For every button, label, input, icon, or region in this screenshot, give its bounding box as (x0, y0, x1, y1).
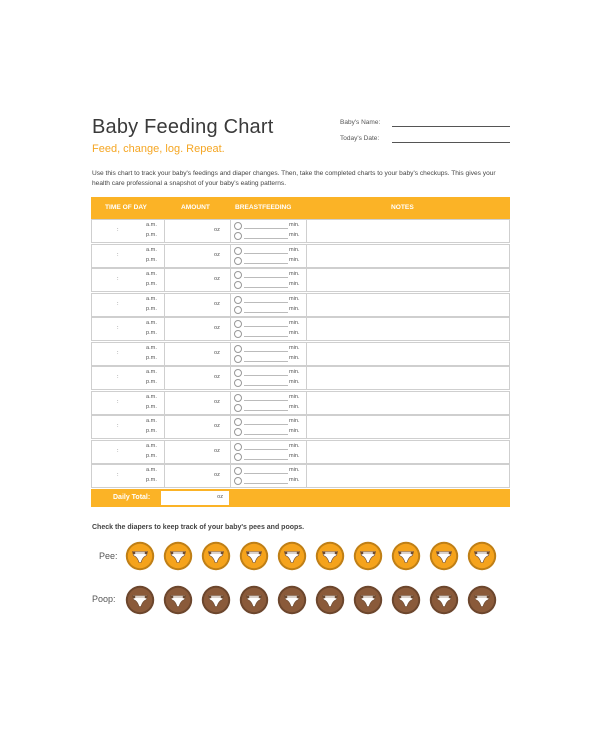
notes-field[interactable] (308, 246, 507, 266)
notes-field[interactable] (308, 466, 507, 486)
minutes-line (244, 238, 288, 239)
minutes-line (244, 277, 288, 278)
diaper-instruction: Check the diapers to keep track of your baby's pees and poops. (92, 524, 305, 531)
minutes-line (244, 385, 288, 386)
oz-label: oz (214, 227, 220, 233)
minutes-line (244, 375, 288, 376)
feeding-row (91, 366, 510, 390)
breast-side-circle[interactable] (234, 320, 242, 328)
pee-diaper-icon[interactable] (315, 541, 345, 571)
pm-label[interactable]: p.m. (146, 403, 157, 410)
pm-label[interactable]: p.m. (146, 477, 157, 483)
minutes-line (244, 302, 288, 303)
am-label[interactable]: a.m. (146, 222, 157, 228)
row-divider (306, 392, 307, 414)
minutes-line (244, 263, 288, 264)
min-label: min. (289, 379, 300, 385)
time-colon[interactable]: : (117, 447, 119, 454)
minutes-line (244, 287, 288, 288)
todays-date-line[interactable] (392, 142, 510, 143)
row-divider (230, 392, 231, 414)
row-divider (306, 245, 307, 267)
notes-field[interactable] (308, 344, 507, 364)
pee-diaper-icon[interactable] (163, 541, 193, 571)
breast-side-circle[interactable] (234, 428, 242, 436)
min-label: min. (289, 428, 300, 434)
poop-diaper-icon[interactable] (315, 585, 345, 615)
minutes-line (244, 361, 288, 362)
am-label[interactable]: a.m. (146, 369, 157, 375)
notes-field[interactable] (308, 221, 507, 241)
am-label[interactable]: a.m. (146, 393, 157, 400)
time-colon[interactable]: : (117, 300, 119, 307)
time-colon[interactable]: : (117, 276, 119, 282)
minutes-line (244, 400, 288, 401)
daily-total-label: Daily Total: (113, 494, 151, 501)
oz-label: oz (214, 276, 220, 282)
poop-diaper-icon[interactable] (353, 585, 383, 615)
pm-label[interactable]: p.m. (146, 330, 157, 336)
row-divider (164, 294, 165, 316)
min-label: min. (289, 418, 300, 424)
row-divider (230, 245, 231, 267)
min-label: min. (289, 393, 300, 400)
breast-side-circle[interactable] (234, 355, 242, 363)
daily-total-unit: oz (217, 494, 223, 500)
babys-name-line[interactable] (392, 126, 510, 127)
row-divider (230, 269, 231, 291)
pee-diaper-icon[interactable] (353, 541, 383, 571)
breast-side-circle[interactable] (234, 247, 242, 255)
feeding-row (91, 268, 510, 292)
notes-field[interactable] (308, 295, 507, 315)
minutes-line (244, 312, 288, 313)
breast-side-circle[interactable] (234, 281, 242, 289)
pee-diaper-icon[interactable] (277, 541, 307, 571)
time-colon[interactable]: : (117, 423, 119, 429)
col-amount: AMOUNT (181, 204, 210, 211)
breast-side-circle[interactable] (234, 379, 242, 387)
min-label: min. (289, 256, 300, 263)
minutes-line (244, 483, 288, 484)
am-label[interactable]: a.m. (146, 418, 157, 424)
breast-side-circle[interactable] (234, 306, 242, 314)
minutes-line (244, 459, 288, 460)
pee-diaper-icon[interactable] (201, 541, 231, 571)
min-label: min. (289, 222, 300, 228)
breast-side-circle[interactable] (234, 257, 242, 265)
row-divider (164, 465, 165, 487)
row-divider (164, 269, 165, 291)
breast-side-circle[interactable] (234, 404, 242, 412)
breast-side-circle[interactable] (234, 453, 242, 461)
min-label: min. (289, 403, 300, 410)
breast-side-circle[interactable] (234, 443, 242, 451)
poop-diaper-icon[interactable] (239, 585, 269, 615)
pee-diaper-icon[interactable] (239, 541, 269, 571)
minutes-line (244, 434, 288, 435)
oz-label: oz (214, 447, 220, 454)
poop-diaper-icon[interactable] (201, 585, 231, 615)
notes-field[interactable] (308, 442, 507, 462)
poop-diaper-icon[interactable] (467, 585, 497, 615)
min-label: min. (289, 305, 300, 312)
row-divider (306, 269, 307, 291)
feeding-row (91, 219, 510, 243)
minutes-line (244, 336, 288, 337)
am-label[interactable]: a.m. (146, 246, 157, 253)
minutes-line (244, 228, 288, 229)
poop-label: Poop: (92, 594, 116, 604)
oz-label: oz (214, 374, 220, 380)
breast-side-circle[interactable] (234, 271, 242, 279)
row-divider (230, 416, 231, 438)
babys-name-field[interactable] (340, 119, 380, 126)
oz-label: oz (214, 300, 220, 307)
minutes-line (244, 424, 288, 425)
poop-diaper-icon[interactable] (125, 585, 155, 615)
breast-side-circle[interactable] (234, 296, 242, 304)
time-colon[interactable]: : (117, 349, 119, 356)
row-divider (164, 367, 165, 389)
row-divider (164, 343, 165, 365)
oz-label: oz (214, 251, 220, 258)
babys-name-label: Baby's Name: (340, 119, 381, 126)
time-colon[interactable]: : (117, 374, 119, 380)
todays-date-label: Today's Date: (340, 135, 380, 142)
row-divider (230, 343, 231, 365)
min-label: min. (289, 354, 300, 361)
min-label: min. (289, 330, 300, 336)
oz-label: oz (214, 349, 220, 356)
am-label[interactable]: a.m. (146, 271, 157, 277)
min-label: min. (289, 467, 300, 473)
row-divider (230, 367, 231, 389)
poop-diaper-icon[interactable] (429, 585, 459, 615)
min-label: min. (289, 369, 300, 375)
pm-label[interactable]: p.m. (146, 354, 157, 361)
breast-side-circle[interactable] (234, 369, 242, 377)
minutes-line (244, 351, 288, 352)
daily-total-field[interactable] (161, 491, 229, 505)
pee-label: Pee: (99, 551, 118, 561)
pm-label[interactable]: p.m. (146, 305, 157, 312)
notes-field[interactable] (308, 368, 507, 388)
pm-label[interactable]: p.m. (146, 379, 157, 385)
min-label: min. (289, 281, 300, 287)
poop-diaper-icon[interactable] (277, 585, 307, 615)
notes-field[interactable] (308, 393, 507, 413)
breast-side-circle[interactable] (234, 394, 242, 402)
breast-side-circle[interactable] (234, 477, 242, 485)
pee-diaper-icon[interactable] (429, 541, 459, 571)
min-label: min. (289, 344, 300, 351)
time-colon[interactable]: : (117, 251, 119, 258)
pee-diaper-icon[interactable] (125, 541, 155, 571)
notes-field[interactable] (308, 270, 507, 290)
row-divider (306, 441, 307, 463)
pm-label[interactable]: p.m. (146, 281, 157, 287)
feeding-row (91, 293, 510, 317)
minutes-line (244, 473, 288, 474)
am-label[interactable]: a.m. (146, 295, 157, 302)
feeding-row (91, 391, 510, 415)
row-divider (230, 220, 231, 242)
row-divider (306, 367, 307, 389)
notes-field[interactable] (308, 319, 507, 339)
pm-label[interactable]: p.m. (146, 256, 157, 263)
notes-field[interactable] (308, 417, 507, 437)
row-divider (164, 441, 165, 463)
min-label: min. (289, 452, 300, 459)
oz-label: oz (214, 423, 220, 429)
am-label[interactable]: a.m. (146, 467, 157, 473)
row-divider (230, 465, 231, 487)
breast-side-circle[interactable] (234, 222, 242, 230)
breast-side-circle[interactable] (234, 418, 242, 426)
row-divider (306, 220, 307, 242)
row-divider (306, 318, 307, 340)
feeding-row (91, 415, 510, 439)
row-divider (230, 294, 231, 316)
breast-side-circle[interactable] (234, 330, 242, 338)
table-header (91, 197, 510, 219)
time-colon[interactable]: : (117, 227, 119, 233)
oz-label: oz (214, 398, 220, 405)
minutes-line (244, 326, 288, 327)
oz-label: oz (214, 325, 220, 331)
am-label[interactable]: a.m. (146, 442, 157, 449)
feeding-row (91, 464, 510, 488)
row-divider (306, 294, 307, 316)
row-divider (230, 318, 231, 340)
pee-diaper-icon[interactable] (391, 541, 421, 571)
row-divider (164, 220, 165, 242)
col-breastfeeding: BREASTFEEDING (235, 204, 292, 211)
poop-diaper-icon[interactable] (391, 585, 421, 615)
pm-label[interactable]: p.m. (146, 452, 157, 459)
feeding-row (91, 342, 510, 366)
min-label: min. (289, 477, 300, 483)
pee-diaper-icon[interactable] (467, 541, 497, 571)
todays-date-field[interactable] (340, 135, 379, 142)
min-label: min. (289, 442, 300, 449)
minutes-line (244, 449, 288, 450)
pm-label[interactable]: p.m. (146, 428, 157, 434)
time-colon[interactable]: : (117, 398, 119, 405)
row-divider (164, 392, 165, 414)
am-label[interactable]: a.m. (146, 320, 157, 326)
time-colon[interactable]: : (117, 325, 119, 331)
time-colon[interactable]: : (117, 472, 119, 478)
row-divider (164, 245, 165, 267)
min-label: min. (289, 320, 300, 326)
row-divider (306, 465, 307, 487)
am-label[interactable]: a.m. (146, 344, 157, 351)
daily-total-bar (91, 489, 510, 507)
minutes-line (244, 253, 288, 254)
col-notes: NOTES (391, 204, 414, 211)
breast-side-circle[interactable] (234, 345, 242, 353)
row-divider (306, 343, 307, 365)
pm-label[interactable]: p.m. (146, 232, 157, 238)
instructions: Use this chart to track your baby's feedings and diaper changes. Then, take the completed charts to your baby's checkups. This gives your health care professional a snapshot of your baby's eating patterns. (92, 170, 496, 187)
min-label: min. (289, 271, 300, 277)
row-divider (306, 416, 307, 438)
feeding-row (91, 440, 510, 464)
min-label: min. (289, 295, 300, 302)
col-time-of-day: TIME OF DAY (105, 204, 147, 211)
subtitle: Feed, change, log. Repeat. (92, 143, 225, 155)
breast-side-circle[interactable] (234, 232, 242, 240)
feeding-row (91, 317, 510, 341)
row-divider (164, 416, 165, 438)
minutes-line (244, 410, 288, 411)
min-label: min. (289, 232, 300, 238)
oz-label: oz (214, 472, 220, 478)
min-label: min. (289, 246, 300, 253)
page-title: Baby Feeding Chart (92, 116, 274, 138)
feeding-row (91, 244, 510, 268)
poop-diaper-icon[interactable] (163, 585, 193, 615)
row-divider (230, 441, 231, 463)
row-divider (164, 318, 165, 340)
breast-side-circle[interactable] (234, 467, 242, 475)
